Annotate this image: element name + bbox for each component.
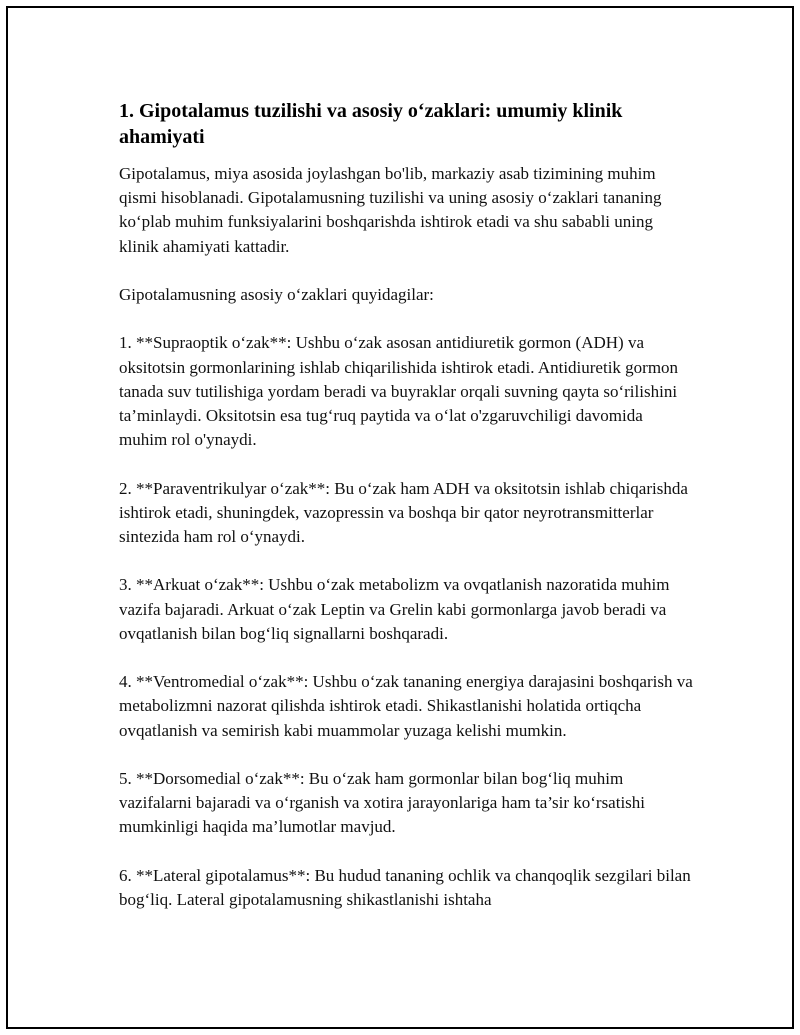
document-body xyxy=(119,98,694,936)
document-page xyxy=(6,6,794,1029)
list-item-ventromedial: 4. **Ventromedial o‘zak**: Ushbu o‘zak tananing energiya darajasini boshqarish va metabolizmni nazorat qilishda ishtirok etadi. Shikastlanishi holatida ortiqcha ovqatlanish va semirish kabi muammolar yuzaga kelishi mumkin. xyxy=(119,672,693,740)
section-heading: 1. Gipotalamus tuzilishi va asosiy o‘zaklari: umumiy klinik ahamiyati xyxy=(119,100,623,148)
list-item-lateral: 6. **Lateral gipotalamus**: Bu hudud tananing ochlik va chanqoqlik sezgilari bilan bog‘liq. Lateral gipotalamusning shikastlanishi ishtaha xyxy=(119,865,691,909)
list-item-supraoptik: 1. **Supraoptik o‘zak**: Ushbu o‘zak asosan antidiuretik gormon (ADH) va oksitotsin gormonlarining ishlab chiqarilishida ishtirok etadi. Antidiuretik gormon tanada suv tutilishiga yordam beradi va buyraklar orqali suvning qayta so‘rilishini ta’minlaydi. Oksitotsin esa tug‘ruq paytida va o‘lat o'zgaruvchiligi davomida muhim rol o'ynaydi. xyxy=(119,333,679,450)
list-intro-paragraph: Gipotalamusning asosiy o‘zaklari quyidagilar: xyxy=(119,285,434,304)
intro-paragraph: Gipotalamus, miya asosida joylashgan bo'lib, markaziy asab tizimining muhim qismi hisoblanadi. Gipotalamusning tuzilishi va uning asosiy o‘zaklari tananing ko‘plab muhim funksiyalarini boshqarishda ishtirok etadi va shu sababli uning klinik ahamiyati kattadir. xyxy=(119,164,662,256)
list-item-dorsomedial: 5. **Dorsomedial o‘zak**: Bu o‘zak ham gormonlar bilan bog‘liq muhim vazifalarni bajaradi va o‘rganish va xotira jarayonlariga ham ta’sir ko‘rsatishi mumkinligi haqida ma’lumotlar mavjud. xyxy=(119,768,646,837)
list-item-paraventrikulyar: 2. **Paraventrikulyar o‘zak**: Bu o‘zak ham ADH va oksitotsin ishlab chiqarishda ishtirok etadi, shuningdek, vazopressin va boshqa bir qator neyrotransmitterlar sintezida ham rol o‘ynaydi. xyxy=(119,478,688,546)
list-item-arkuat: 3. **Arkuat o‘zak**: Ushbu o‘zak metabolizm va ovqatlanish nazoratida muhim vazifa bajaradi. Arkuat o‘zak Leptin va Grelin kabi gormonlarga javob beradi va ovqatlanish bilan bog‘liq signallarni boshqaradi. xyxy=(119,575,670,643)
